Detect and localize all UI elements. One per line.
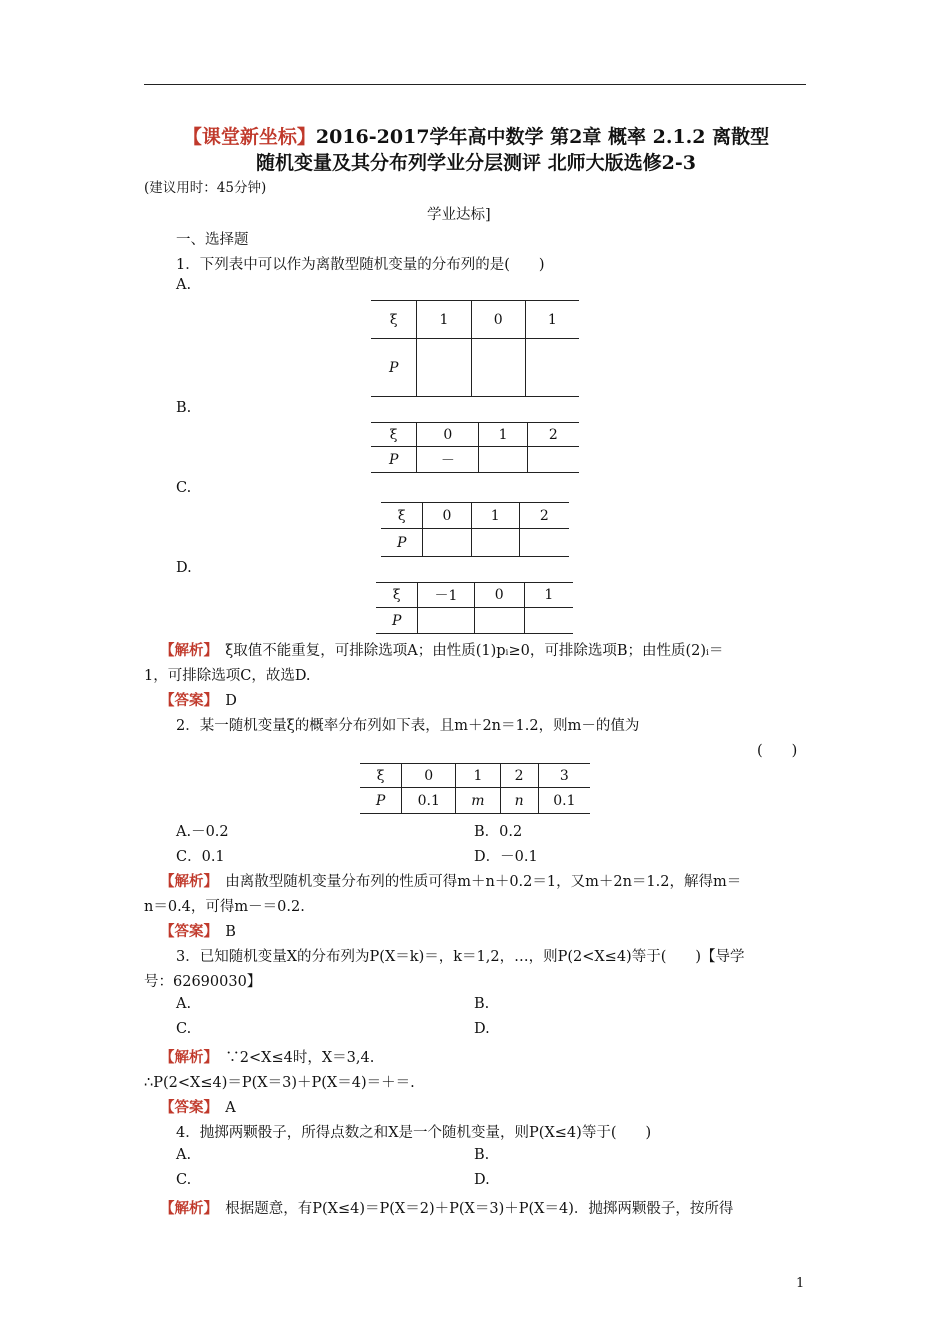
q1-table-d xyxy=(376,582,573,634)
table-cell: －1 xyxy=(418,583,474,608)
table-cell: ξ xyxy=(360,764,402,788)
table-cell xyxy=(417,339,471,397)
analysis-label: 【解析】 xyxy=(160,1200,211,1217)
level-title: 学业达标] xyxy=(427,207,491,223)
analysis-label: 【解析】 xyxy=(160,642,211,659)
q1-analysis xyxy=(160,639,723,660)
table-cell xyxy=(519,529,569,557)
page-number: 1 xyxy=(796,1276,805,1291)
table-cell: 1 xyxy=(456,764,500,788)
q2-option-b: B．0.2 xyxy=(474,824,523,840)
title-line-1: 2016-2017学年高中数学 第2章 概率 2.1.2 离散型 xyxy=(315,126,770,148)
table-cell: 2 xyxy=(519,503,569,529)
table-cell: ξ xyxy=(371,423,417,447)
q4-option-b: B. xyxy=(474,1147,490,1163)
table-cell: P xyxy=(371,339,417,397)
analysis-label: 【解析】 xyxy=(160,1049,211,1066)
table-cell: ξ xyxy=(371,301,417,339)
table-cell xyxy=(474,608,524,634)
table-cell: 1 xyxy=(525,301,579,339)
table-cell: n xyxy=(500,788,538,814)
q2-answer-paren: ( ) xyxy=(757,743,798,759)
q1-option-a-label: A. xyxy=(176,277,192,293)
table-cell xyxy=(418,608,474,634)
q1-option-c-label: C. xyxy=(176,480,192,496)
answer-label: 【答案】 xyxy=(160,692,211,709)
q4-option-a: A. xyxy=(176,1147,192,1163)
q3-analysis-line-2: ∴P(2<X≤4)＝P(X＝3)＋P(X＝4)＝＋＝. xyxy=(144,1075,415,1091)
q2-option-a: A.－0.2 xyxy=(176,824,229,840)
q1-option-d-label: D. xyxy=(176,560,192,576)
table-cell: 0 xyxy=(423,503,471,529)
q3-option-d: D. xyxy=(474,1021,490,1037)
answer-label: 【答案】 xyxy=(160,1099,211,1116)
table-cell xyxy=(471,529,519,557)
q2-table xyxy=(360,763,590,814)
table-cell xyxy=(525,339,579,397)
q3-answer xyxy=(160,1096,236,1117)
analysis-label: 【解析】 xyxy=(160,873,211,890)
table-cell xyxy=(527,447,579,473)
table-cell: 1 xyxy=(479,423,527,447)
q4-option-d: D. xyxy=(474,1172,490,1188)
table-cell: P xyxy=(376,608,418,634)
analysis-text: 由离散型随机变量分布列的性质可得m＋n＋0.2＝1，又m＋2n＝1.2，解得m＝ xyxy=(210,874,742,890)
table-cell: 3 xyxy=(538,764,590,788)
table-cell: 0 xyxy=(471,301,525,339)
document-title-line-2: 随机变量及其分布列学业分层测评 北师大版选修2-3 xyxy=(256,152,696,174)
q3-analysis xyxy=(160,1046,374,1067)
table-cell: 0.1 xyxy=(402,788,456,814)
q2-option-d: D．－0.1 xyxy=(474,849,538,865)
q1-table-a xyxy=(371,300,579,397)
q1-stem: 1．下列表中可以作为离散型随机变量的分布列的是( ) xyxy=(176,257,545,273)
q2-analysis-line-2: n＝0.4，可得m－＝0.2. xyxy=(144,899,305,915)
table-cell: P xyxy=(371,447,417,473)
analysis-text: ξ取值不能重复，可排除选项A；由性质(1)pᵢ≥0，可排除选项B；由性质(2)ᵢ＝ xyxy=(210,643,724,659)
table-cell: 2 xyxy=(527,423,579,447)
table-cell: 1 xyxy=(471,503,519,529)
answer-text: B xyxy=(210,924,236,940)
table-cell xyxy=(479,447,527,473)
q3-stem-line-2: 号：62690030】 xyxy=(144,974,262,990)
table-cell: － xyxy=(417,447,479,473)
suggested-time: (建议用时：45分钟) xyxy=(144,180,267,196)
q1-table-c xyxy=(381,502,569,557)
table-cell xyxy=(423,529,471,557)
q3-option-b: B. xyxy=(474,996,490,1012)
q2-answer xyxy=(160,920,236,941)
table-cell xyxy=(471,339,525,397)
analysis-text: ∵2<X≤4时，X＝3,4. xyxy=(210,1050,375,1066)
table-cell: ξ xyxy=(381,503,423,529)
document-title xyxy=(140,124,812,150)
q3-stem: 3．已知随机变量X的分布列为P(X＝k)＝，k＝1,2，…，则P(2<X≤4)等于( )【导学 xyxy=(176,949,745,965)
table-cell: P xyxy=(381,529,423,557)
table-cell: 0 xyxy=(474,583,524,608)
q3-option-a: A. xyxy=(176,996,192,1012)
q3-option-c: C. xyxy=(176,1021,192,1037)
q2-analysis xyxy=(160,870,741,891)
table-cell xyxy=(524,608,573,634)
answer-text: D xyxy=(210,693,237,709)
q1-analysis-line-2: 1，可排除选项C，故选D. xyxy=(144,668,311,684)
header-rule xyxy=(144,84,806,85)
q2-option-c: C．0.1 xyxy=(176,849,225,865)
table-cell: P xyxy=(360,788,402,814)
q1-option-b-label: B. xyxy=(176,400,192,416)
table-cell: 2 xyxy=(500,764,538,788)
q2-stem: 2．某一随机变量ξ的概率分布列如下表，且m＋2n＝1.2，则m－的值为 xyxy=(176,718,640,734)
table-cell: 0.1 xyxy=(538,788,590,814)
q1-table-b xyxy=(371,422,579,473)
q4-stem: 4．抛掷两颗骰子，所得点数之和X是一个随机变量，则P(X≤4)等于( ) xyxy=(176,1125,652,1141)
table-cell: 0 xyxy=(417,423,479,447)
table-cell: m xyxy=(456,788,500,814)
answer-text: A xyxy=(210,1100,236,1116)
analysis-text: 根据题意，有P(X≤4)＝P(X＝2)＋P(X＝3)＋P(X＝4)．抛掷两颗骰子，按所得 xyxy=(210,1201,734,1217)
q4-option-c: C. xyxy=(176,1172,192,1188)
table-cell: 0 xyxy=(402,764,456,788)
answer-label: 【答案】 xyxy=(160,923,211,940)
table-cell: ξ xyxy=(376,583,418,608)
part-title: 一、选择题 xyxy=(176,232,249,248)
table-cell: 1 xyxy=(524,583,573,608)
q4-analysis xyxy=(160,1197,733,1218)
q1-answer xyxy=(160,689,237,710)
title-bracket: 【课堂新坐标】 xyxy=(182,126,316,148)
table-cell: 1 xyxy=(417,301,471,339)
